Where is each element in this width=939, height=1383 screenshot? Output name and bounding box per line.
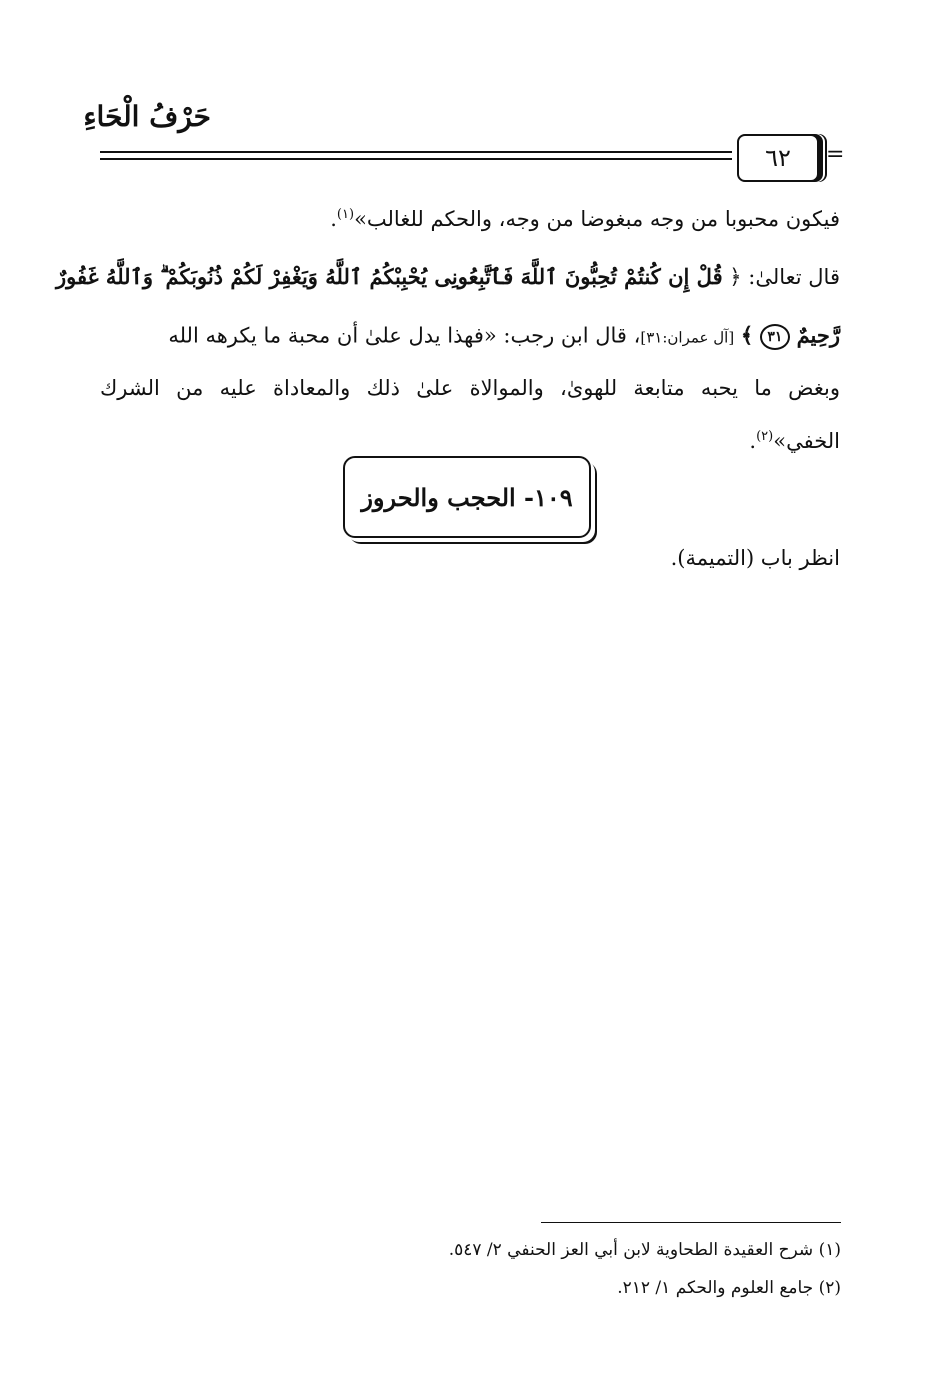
body-line-5-tail: . (749, 429, 757, 453)
see-also-block (100, 0, 840, 600)
running-title: حَرْفُ الْحَاءِ (83, 100, 211, 133)
verse-number-marker: ٣١ (760, 324, 790, 350)
footnote-1: (١) شرح العقيدة الطحاوية لابن أبي العز الحنفي ٢/ ٥٤٧. (448, 1240, 841, 1260)
verse-intro: قال تعالىٰ: ﴿ (729, 265, 840, 289)
surah-citation: [آل عمران:٣١] (640, 328, 735, 347)
body-line-5-text: الخفي» (773, 429, 840, 453)
footnote-ref-2[interactable]: (٢) (756, 429, 774, 444)
quran-close-bracket: ﴾ (740, 322, 754, 348)
header-end-mark: = (826, 142, 845, 167)
quran-verse-end: رَّحِيمٌ (796, 322, 840, 348)
page-number: ٦٢ (765, 144, 791, 172)
footnote-2: (٢) جامع العلوم والحكم ١/ ٢١٢. (617, 1278, 841, 1298)
body-line-1-tail: . (330, 207, 337, 231)
body-line-1-text: فيكون محبوبا من وجه مبغوضا من وجه، والحكم للغالب» (354, 207, 840, 231)
body-line-3-rest: ، قال ابن رجب: «فهذا يدل علىٰ أن محبة ما يكرهه الله (168, 323, 641, 348)
section-title: ١٠٩- الحجب والحروز (361, 482, 573, 512)
see-also-text: انظر باب (التميمة). (670, 546, 840, 570)
footnote-separator (541, 1222, 841, 1223)
footnote-ref-1[interactable]: (١) (336, 207, 355, 222)
quran-verse: قُلْ إِن كُنتُمْ تُحِبُّونَ ٱللَّهَ فَٱتَّبِعُونِى يُحْبِبْكُمُ ٱللَّهُ وَيَغْفِرْ لَكُمْ ذُنُوبَكُمْ ۗ وَٱللَّهُ غَفُورٌ (56, 264, 723, 289)
body-line-4: وبغض ما يحبه متابعة للهوىٰ، والموالاة علىٰ ذلك والمعاداة عليه من الشرك (100, 376, 840, 400)
